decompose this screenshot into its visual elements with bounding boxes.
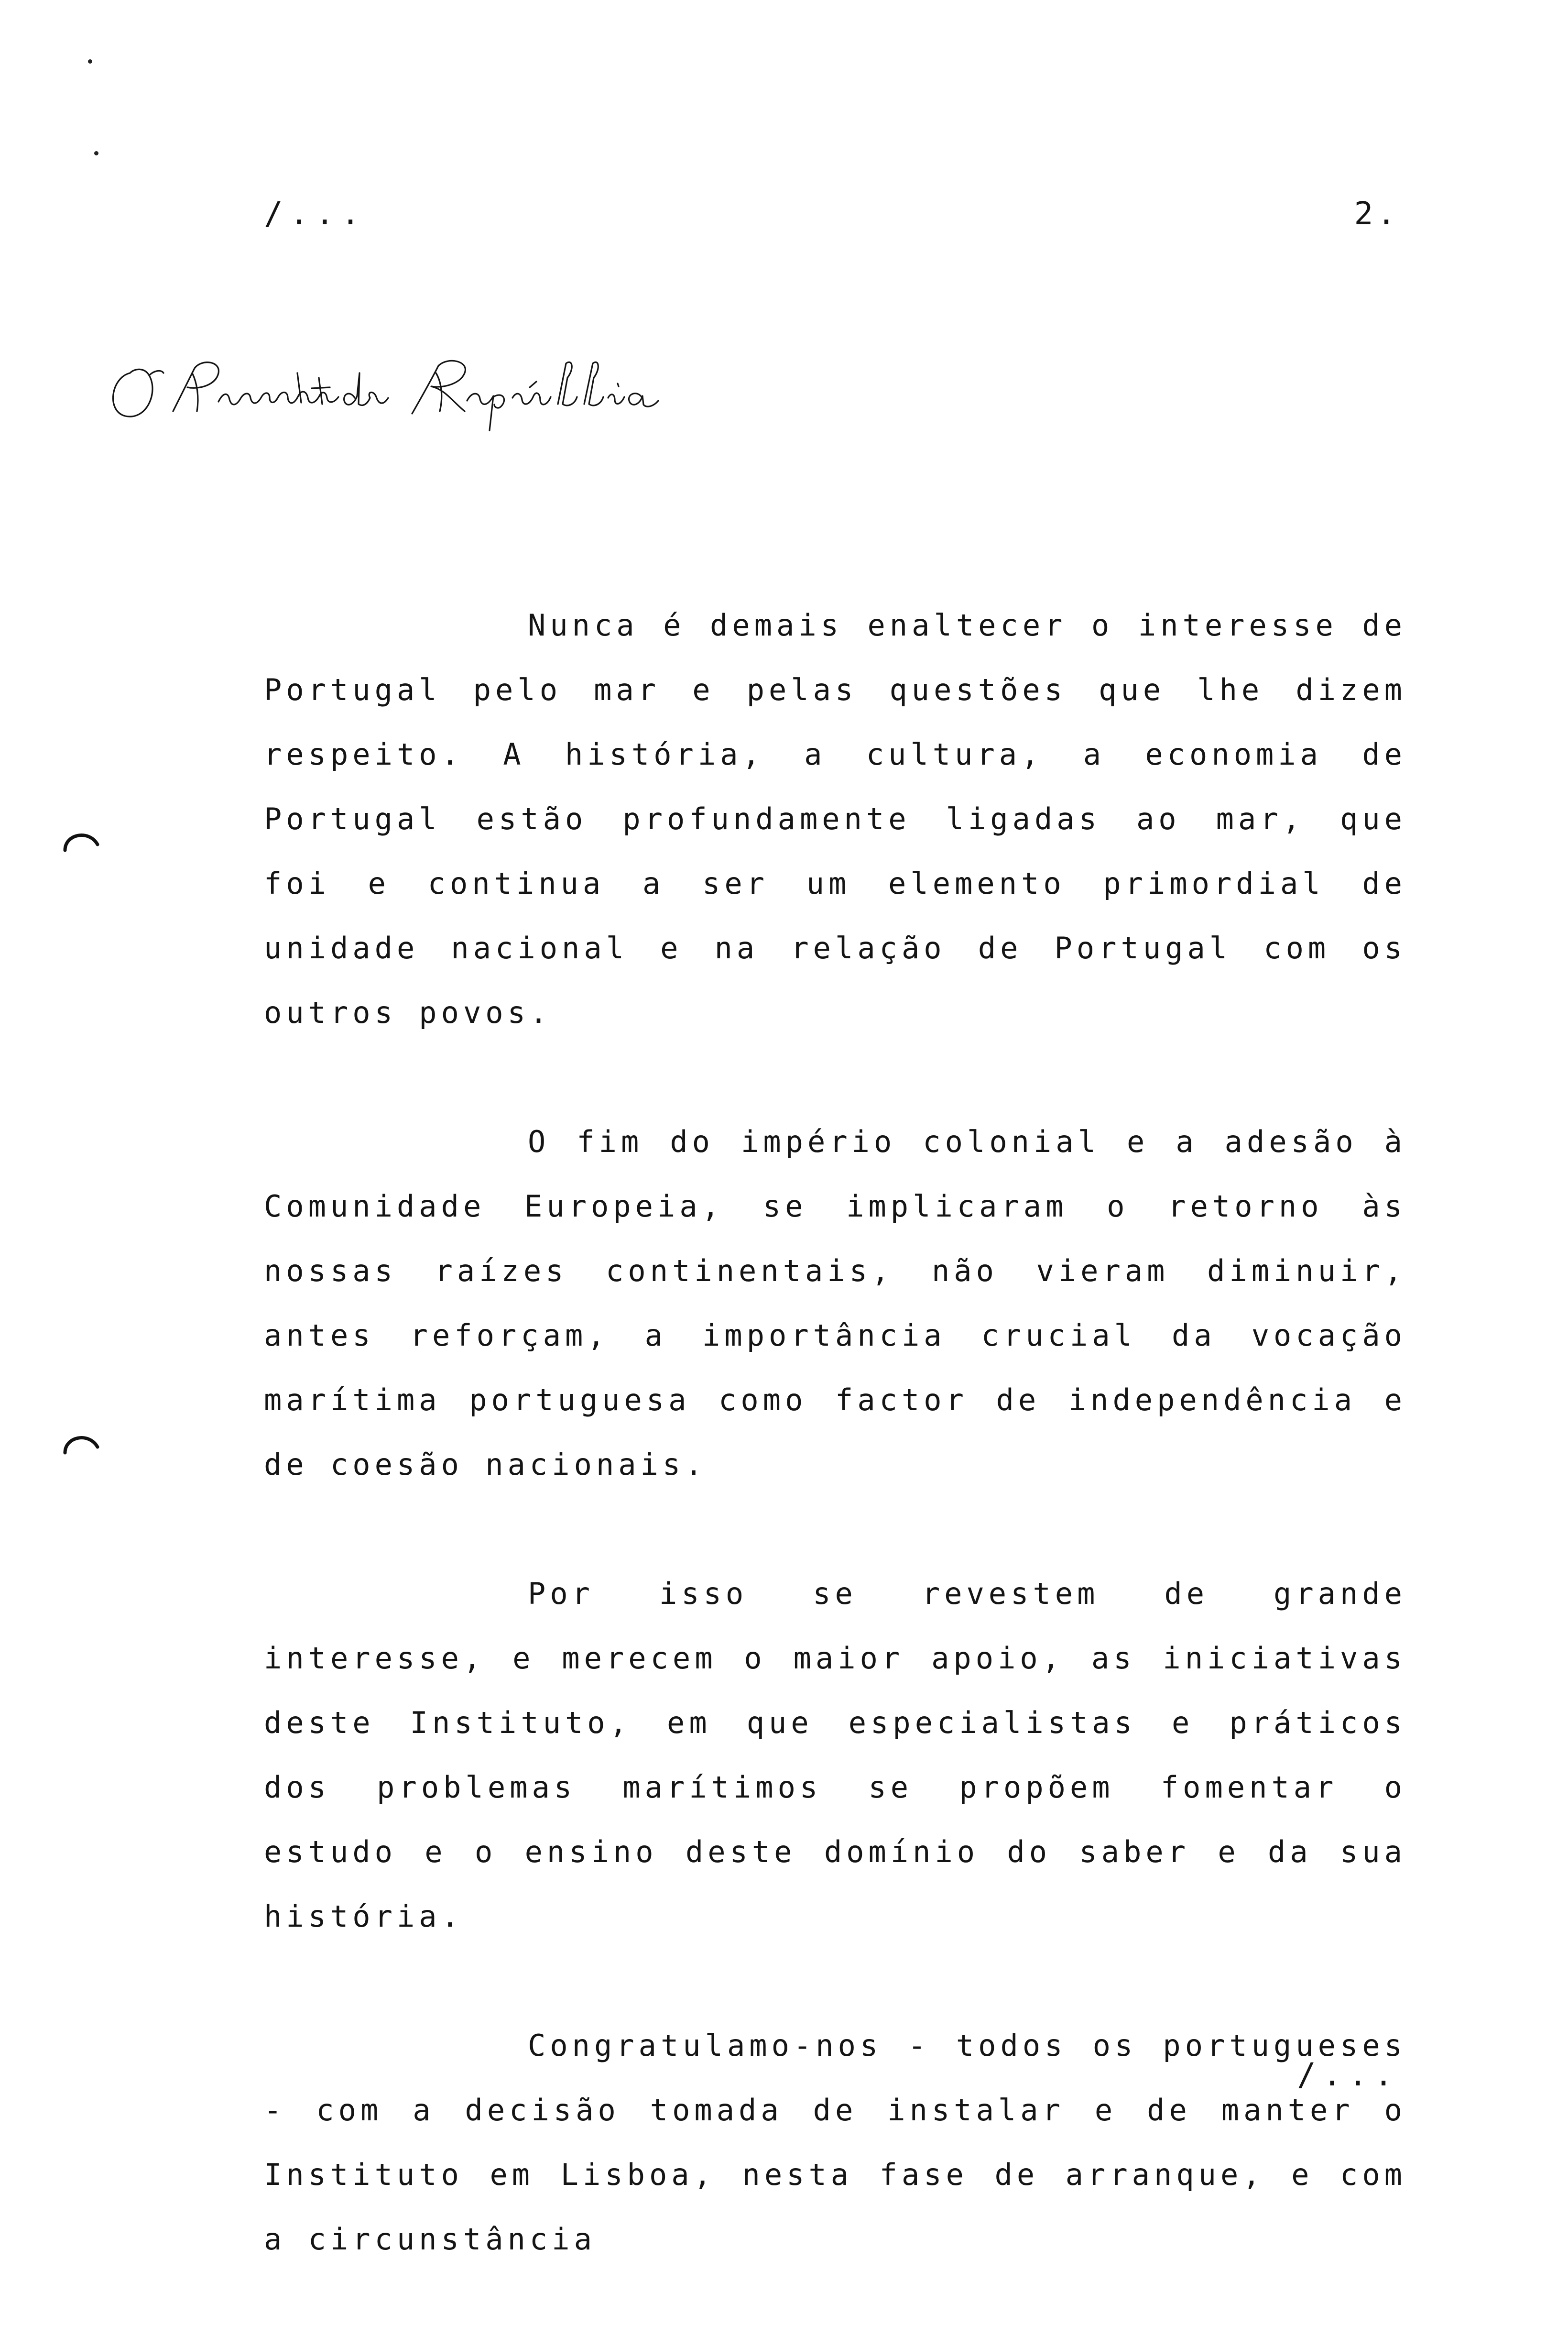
paragraph-4: Congratulamo-nos - todos os portugueses - com a decisão tomada de instalar e de manter o Instituto em Lisboa, nesta fase de arranque, e com a circunstância — [264, 2028, 1406, 2257]
punch-hole-arc-icon — [62, 1425, 100, 1463]
paragraph-1: Nunca é demais enaltecer o interesse de Portugal pelo mar e pelas questões que lhe dizem respeito. A história, a cultura, a economia de Portugal estão profundamente ligadas ao mar, que foi e continua a ser um elemento primordial de unidade nacional e na relação de Portugal com os outros povos. — [264, 608, 1406, 1030]
paragraph-2: O fim do império colonial e a adesão à Comunidade Europeia, se implicaram o retorno às nossas raízes continentais, não vieram diminuir, antes reforçam, a importância crucial da vocação marítima portuguesa como factor de independência e de coesão nacionais. — [264, 1124, 1406, 1482]
letterhead-script-logo — [101, 344, 665, 440]
punch-hole-arc-icon — [62, 823, 100, 861]
scan-speck — [88, 59, 92, 64]
letter-body — [264, 593, 1406, 2336]
continuation-marker-bottom: /... — [1297, 2056, 1400, 2093]
page-number: 2. — [1354, 195, 1400, 232]
continuation-marker-top: /... — [264, 195, 367, 232]
scan-speck — [94, 151, 98, 155]
paragraph-3: Por isso se revestem de grande interesse, e merecem o maior apoio, as iniciativas deste Instituto, em que especialistas e práticos dos problemas marítimos se propõem fomentar o estudo e o ensino deste domínio do saber e da sua história. — [264, 1576, 1406, 1934]
